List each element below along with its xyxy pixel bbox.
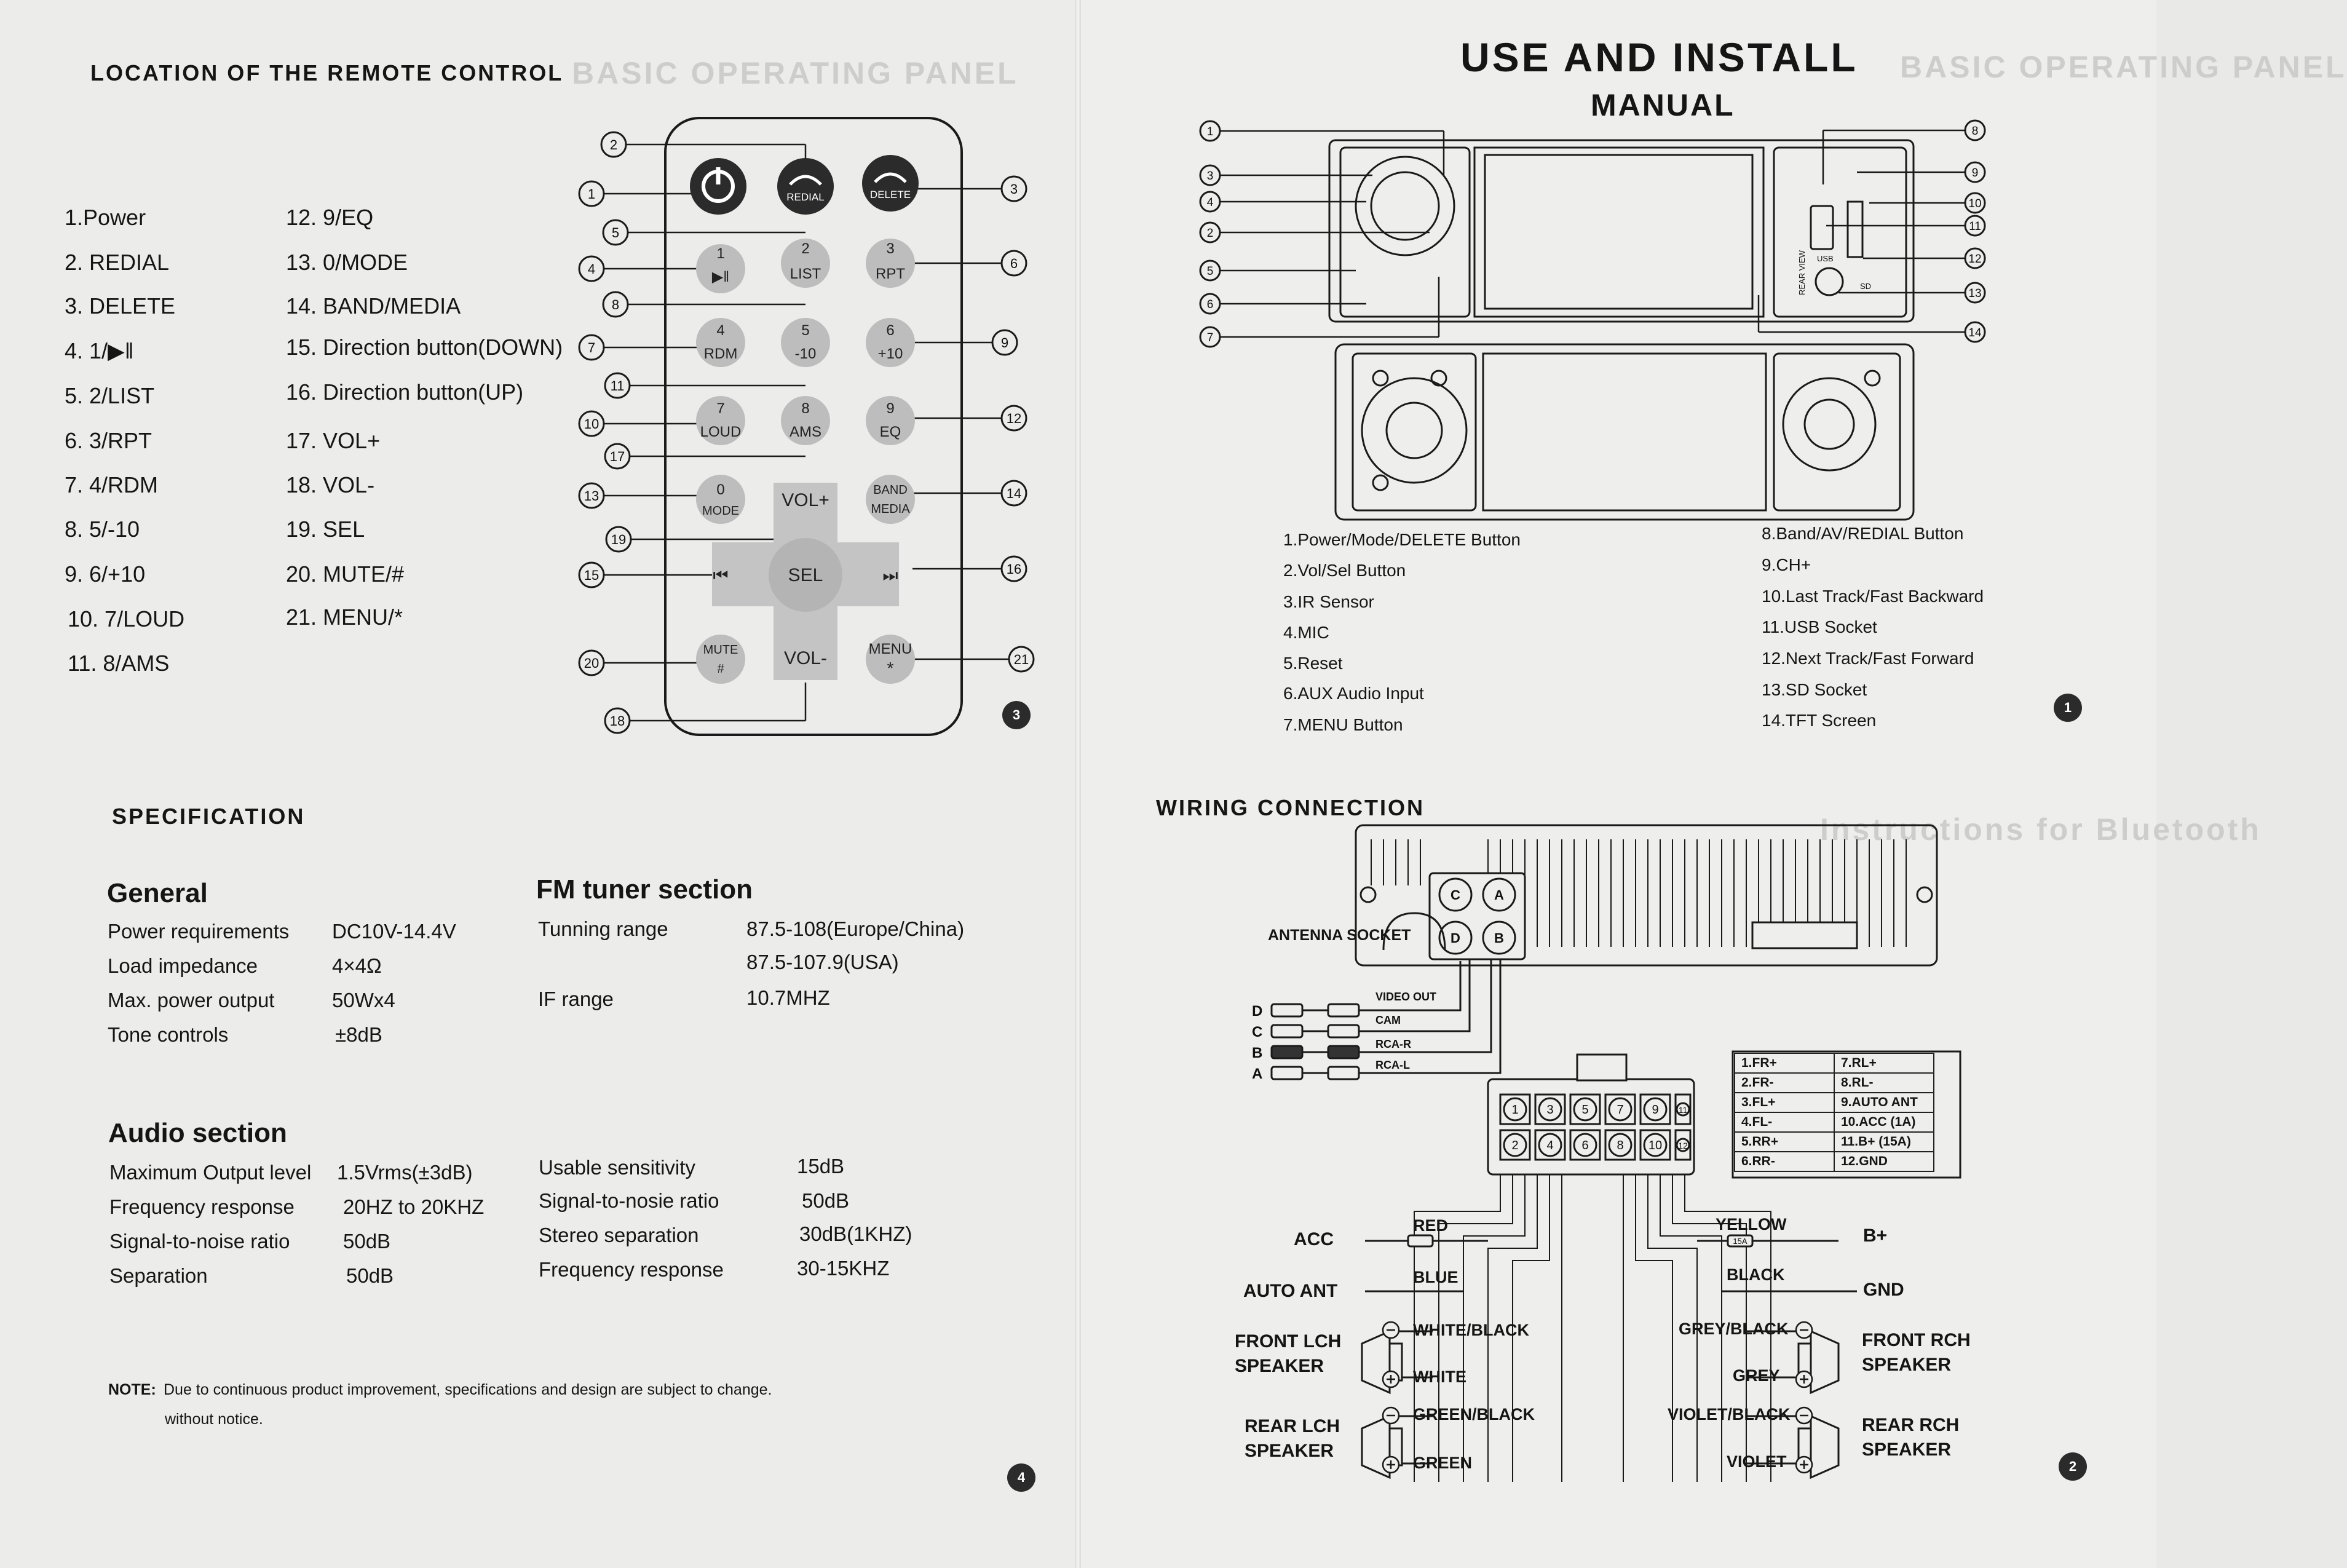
- manual-subtitle: MANUAL: [1591, 88, 1735, 122]
- sd-label: SD: [1860, 282, 1872, 291]
- pin-cell: 10.ACC (1A): [1834, 1112, 1934, 1132]
- redial-label: REDIAL: [786, 191, 825, 203]
- part-item: 2.Vol/Sel Button: [1283, 561, 1406, 580]
- pin-cell: 6.RR-: [1735, 1152, 1834, 1171]
- pin-cell: 11.B+ (15A): [1834, 1132, 1934, 1152]
- callout-2: 2: [609, 137, 618, 152]
- manual-title: USE AND INSTALL: [1460, 34, 1858, 80]
- callout-18: 18: [609, 713, 625, 729]
- unit-callout-8: 8: [1971, 125, 1979, 138]
- remote-heading: LOCATION OF THE REMOTE CONTROL: [90, 60, 564, 85]
- unit-callout-1: 1: [1206, 125, 1214, 138]
- vol-plus-label: VOL+: [782, 490, 829, 510]
- page-number-badge: 4: [1007, 1463, 1035, 1492]
- spec-label: Frequency response: [539, 1258, 724, 1281]
- callout-8: 8: [611, 297, 620, 312]
- unit-callout-13: 13: [1968, 287, 1982, 300]
- legend-item: 16. Direction button(UP): [286, 379, 524, 405]
- key-9-bottom: EQ: [879, 424, 901, 440]
- part-item: 3.IR Sensor: [1283, 592, 1374, 611]
- pin-assignment-table: [1734, 1053, 1934, 1172]
- spec-label: Load impedance: [108, 954, 258, 977]
- spec-value: 15dB: [797, 1155, 845, 1178]
- spec-value: 87.5-107.9(USA): [746, 951, 899, 973]
- spec-value: 50Wx4: [332, 989, 395, 1012]
- spec-value: 1.5Vrms(±3dB): [337, 1161, 473, 1184]
- spec-label: Frequency response: [109, 1195, 295, 1218]
- spec-label: Max. power output: [108, 989, 275, 1012]
- iso-pin-3: 3: [1546, 1103, 1554, 1117]
- iso-pin-6: 6: [1581, 1139, 1589, 1152]
- wiring-heading: WIRING CONNECTION: [1156, 795, 1425, 820]
- spec-label: Signal-to-nosie ratio: [539, 1189, 719, 1212]
- legend-item: 11. 8/AMS: [68, 651, 170, 676]
- part-item: 13.SD Socket: [1762, 680, 1867, 699]
- band-key-bottom: MEDIA: [871, 502, 910, 516]
- rca-letter-d: D: [1252, 1003, 1263, 1020]
- note-text-continued: without notice.: [165, 1411, 263, 1428]
- page-number-badge: 2: [2059, 1452, 2087, 1481]
- rca-letter-c: C: [1252, 1024, 1263, 1040]
- key-2-bottom: LIST: [790, 266, 821, 282]
- note-label: NOTE:: [108, 1381, 156, 1398]
- green-wire-label: GREEN: [1413, 1454, 1473, 1472]
- iso-pin-12: 12: [1678, 1141, 1688, 1150]
- vol-minus-label: VOL-: [783, 648, 828, 668]
- spec-label: Stereo separation: [539, 1224, 699, 1246]
- pin-cell: 1.FR+: [1735, 1053, 1834, 1073]
- page-number-badge: 1: [2054, 694, 2082, 722]
- callout-21: 21: [1013, 652, 1029, 667]
- redial-button[interactable]: [777, 158, 834, 215]
- pin-cell: 5.RR+: [1735, 1132, 1834, 1152]
- callout-20: 20: [584, 655, 600, 671]
- remote-control-diagram: [578, 114, 1033, 753]
- part-item: 1.Power/Mode/DELETE Button: [1283, 530, 1521, 549]
- head-unit-diagram: [1193, 117, 1992, 523]
- legend-item: 7. 4/RDM: [65, 472, 159, 497]
- legend-item: 14. BAND/MEDIA: [286, 293, 461, 319]
- legend-item: 10. 7/LOUD: [68, 606, 185, 632]
- menu-key-bottom: *: [887, 659, 894, 678]
- spec-label: Maximum Output level: [109, 1161, 312, 1184]
- b-plus-label: B+: [1863, 1225, 1888, 1246]
- part-item: 10.Last Track/Fast Backward: [1762, 587, 1984, 606]
- iso-pin-2: 2: [1511, 1139, 1519, 1152]
- callout-13: 13: [584, 488, 600, 504]
- iso-pin-4: 4: [1546, 1139, 1554, 1152]
- key-8-bottom: AMS: [789, 424, 822, 440]
- iso-pin-1: 1: [1511, 1103, 1519, 1117]
- spec-label: Tunning range: [538, 917, 668, 940]
- key-6-bottom: +10: [877, 346, 903, 362]
- iso-pin-10: 10: [1648, 1139, 1663, 1152]
- key-2-top: 2: [801, 240, 810, 257]
- auto-ant-label: AUTO ANT: [1243, 1281, 1338, 1301]
- spec-value: 20HZ to 20KHZ: [343, 1195, 485, 1218]
- bleed-through-heading: BASIC OPERATING PANEL: [1900, 50, 2347, 84]
- callout-19: 19: [611, 532, 627, 547]
- key-7-top: 7: [716, 400, 725, 417]
- sel-label: SEL: [788, 565, 823, 585]
- unit-callout-6: 6: [1206, 298, 1214, 311]
- key-1-bottom: ▶‖: [711, 269, 730, 285]
- fm-tuner-heading: FM tuner section: [536, 874, 753, 905]
- antenna-socket-label: ANTENNA SOCKET: [1268, 927, 1411, 944]
- pin-cell: 3.FL+: [1735, 1093, 1834, 1112]
- rca-label-video-out: VIDEO OUT: [1375, 991, 1437, 1003]
- legend-item: 12. 9/EQ: [286, 205, 374, 230]
- grey-black-wire-label: GREY/BLACK: [1679, 1320, 1789, 1338]
- spec-value: 10.7MHZ: [746, 986, 830, 1009]
- unit-callout-2: 2: [1206, 227, 1214, 240]
- iso-pin-11: 11: [1678, 1105, 1688, 1115]
- general-heading: General: [107, 878, 208, 908]
- spec-label: IF range: [538, 988, 614, 1010]
- specification-heading: SPECIFICATION: [112, 804, 306, 829]
- rca-label-rca-l: RCA-L: [1375, 1059, 1410, 1071]
- callout-5: 5: [611, 225, 620, 240]
- rear-view-label: REAR VIEW: [1797, 250, 1807, 295]
- red-wire-label: RED: [1413, 1216, 1449, 1235]
- legend-item: 8. 5/-10: [65, 517, 140, 542]
- unit-callout-9: 9: [1971, 167, 1979, 180]
- delete-label: DELETE: [869, 189, 911, 200]
- gnd-label: GND: [1863, 1280, 1904, 1300]
- prev-track-icon: ⏮: [713, 566, 729, 585]
- note-text: Due to continuous product improvement, specifications and design are subject to change.: [164, 1381, 772, 1398]
- spec-value: DC10V-14.4V: [332, 920, 456, 943]
- usb-label: USB: [1817, 254, 1834, 263]
- pin-cell: 2.FR-: [1735, 1073, 1834, 1093]
- key-3-top: 3: [886, 240, 895, 257]
- part-item: 14.TFT Screen: [1762, 711, 1877, 730]
- key-8-top: 8: [801, 400, 810, 417]
- white-wire-label: WHITE: [1413, 1368, 1466, 1386]
- rear-rch-speaker-label: REAR RCH SPEAKER: [1862, 1415, 1960, 1460]
- spec-value: 50dB: [802, 1189, 850, 1212]
- rca-label-rca-r: RCA-R: [1375, 1038, 1411, 1050]
- part-item: 12.Next Track/Fast Forward: [1762, 649, 1974, 668]
- connector-a: A: [1494, 887, 1504, 903]
- pin-cell: 12.GND: [1834, 1152, 1934, 1171]
- part-item: 4.MIC: [1283, 623, 1329, 642]
- rca-label-cam: CAM: [1375, 1014, 1401, 1026]
- spec-value: 30-15KHZ: [797, 1257, 890, 1280]
- unit-callout-14: 14: [1968, 327, 1982, 339]
- violet-wire-label: VIOLET: [1727, 1452, 1787, 1471]
- black-wire-label: BLACK: [1727, 1265, 1785, 1284]
- key-0-top: 0: [716, 481, 725, 498]
- legend-item: 13. 0/MODE: [286, 250, 408, 275]
- key-4-bottom: RDM: [703, 346, 738, 362]
- rca-letter-b: B: [1252, 1045, 1263, 1061]
- bleed-through-heading: Instructions for Bluetooth: [1820, 812, 2262, 847]
- callout-10: 10: [584, 416, 600, 432]
- part-item: 9.CH+: [1762, 555, 1811, 574]
- callout-1: 1: [587, 186, 596, 202]
- spec-label: Tone controls: [108, 1023, 229, 1046]
- page-number-badge: 3: [1002, 701, 1031, 729]
- blue-wire-label: BLUE: [1413, 1268, 1458, 1286]
- legend-item: 20. MUTE/#: [286, 561, 405, 587]
- key-5-bottom: -10: [794, 346, 817, 362]
- legend-item: 15. Direction button(DOWN): [286, 335, 563, 360]
- mute-key-bottom: #: [717, 662, 724, 676]
- spec-value: 87.5-108(Europe/China): [746, 917, 965, 940]
- callout-15: 15: [584, 568, 600, 583]
- legend-item: 6. 3/RPT: [65, 428, 152, 453]
- audio-section-heading: Audio section: [108, 1118, 287, 1148]
- legend-item: 4. 1/▶‖: [65, 338, 134, 363]
- key-9-top: 9: [886, 400, 895, 417]
- page-fold: [1075, 0, 1081, 1568]
- key-5-top: 5: [801, 322, 810, 339]
- part-item: 11.USB Socket: [1762, 617, 1877, 636]
- unit-callout-12: 12: [1968, 253, 1982, 266]
- key-7-bottom: LOUD: [700, 424, 742, 440]
- spec-value: ±8dB: [335, 1023, 382, 1046]
- legend-item: 18. VOL-: [286, 472, 375, 497]
- fuse-label: 15A: [1733, 1237, 1747, 1246]
- next-track-icon: ⏭: [882, 566, 898, 585]
- iso-pin-5: 5: [1581, 1103, 1589, 1117]
- band-key-top: BAND: [873, 483, 908, 497]
- pin-cell: 8.RL-: [1834, 1073, 1934, 1093]
- yellow-wire-label: YELLOW: [1716, 1215, 1787, 1233]
- spec-label: Power requirements: [108, 920, 290, 943]
- unit-callout-11: 11: [1969, 220, 1981, 233]
- delete-button[interactable]: [862, 155, 919, 212]
- unit-callout-5: 5: [1206, 265, 1214, 278]
- iso-pin-9: 9: [1652, 1103, 1659, 1117]
- part-item: 5.Reset: [1283, 654, 1343, 673]
- callout-11: 11: [610, 378, 625, 394]
- spec-value: 30dB(1KHZ): [799, 1222, 912, 1245]
- callout-16: 16: [1006, 561, 1022, 577]
- connector-d: D: [1451, 930, 1460, 946]
- legend-item: 19. SEL: [286, 517, 365, 542]
- pin-cell: 4.FL-: [1735, 1112, 1834, 1132]
- part-item: 6.AUX Audio Input: [1283, 684, 1424, 703]
- unit-callout-10: 10: [1968, 197, 1982, 210]
- callout-3: 3: [1010, 181, 1018, 197]
- grey-wire-label: GREY: [1733, 1366, 1780, 1385]
- part-item: 8.Band/AV/REDIAL Button: [1762, 524, 1964, 543]
- pin-cell: 9.AUTO ANT: [1834, 1093, 1934, 1112]
- white-black-wire-label: WHITE/BLACK: [1413, 1321, 1529, 1339]
- connector-c: C: [1451, 887, 1460, 903]
- callout-4: 4: [587, 261, 596, 277]
- iso-pin-7: 7: [1617, 1103, 1624, 1117]
- green-black-wire-label: GREEN/BLACK: [1413, 1405, 1535, 1423]
- callout-7: 7: [587, 340, 596, 355]
- key-4-top: 4: [716, 322, 725, 339]
- callout-17: 17: [609, 449, 625, 464]
- spec-label: Separation: [109, 1264, 208, 1287]
- legend-item: 1.Power: [65, 205, 146, 230]
- unit-callout-7: 7: [1206, 331, 1214, 344]
- key-6-top: 6: [886, 322, 895, 339]
- unit-callout-4: 4: [1206, 196, 1214, 209]
- legend-item: 21. MENU/*: [286, 604, 403, 630]
- front-lch-speaker-label: FRONT LCH SPEAKER: [1235, 1331, 1342, 1376]
- iso-pin-8: 8: [1617, 1139, 1624, 1152]
- callout-12: 12: [1006, 411, 1022, 426]
- mute-key-top: MUTE: [703, 643, 738, 657]
- legend-item: 2. REDIAL: [65, 250, 170, 275]
- spec-label: Usable sensitivity: [539, 1156, 695, 1179]
- legend-item: 9. 6/+10: [65, 561, 146, 587]
- callout-14: 14: [1006, 486, 1022, 501]
- spec-value: 4×4Ω: [332, 954, 382, 977]
- pin-cell: 7.RL+: [1834, 1053, 1934, 1073]
- unit-callout-3: 3: [1206, 170, 1214, 183]
- callout-6: 6: [1010, 256, 1018, 271]
- violet-black-wire-label: VIOLET/BLACK: [1668, 1405, 1791, 1423]
- spec-value: 50dB: [343, 1230, 391, 1253]
- legend-item: 5. 2/LIST: [65, 383, 155, 408]
- rear-lch-speaker-label: REAR LCH SPEAKER: [1245, 1416, 1340, 1461]
- legend-item: 3. DELETE: [65, 293, 176, 319]
- connector-b: B: [1494, 930, 1504, 946]
- rca-letter-a: A: [1252, 1066, 1263, 1082]
- key-3-bottom: RPT: [876, 266, 905, 282]
- callout-9: 9: [1000, 335, 1009, 350]
- spec-label: Signal-to-noise ratio: [109, 1230, 290, 1253]
- key-0-bottom: MODE: [702, 504, 739, 518]
- part-item: 7.MENU Button: [1283, 715, 1403, 734]
- acc-label: ACC: [1294, 1229, 1334, 1249]
- front-rch-speaker-label: FRONT RCH SPEAKER: [1862, 1330, 1971, 1375]
- key-1-top: 1: [716, 245, 725, 262]
- spec-value: 50dB: [346, 1264, 394, 1287]
- menu-key-top: MENU: [868, 641, 912, 657]
- bleed-through-heading: BASIC OPERATING PANEL: [572, 56, 1019, 90]
- legend-item: 17. VOL+: [286, 428, 381, 453]
